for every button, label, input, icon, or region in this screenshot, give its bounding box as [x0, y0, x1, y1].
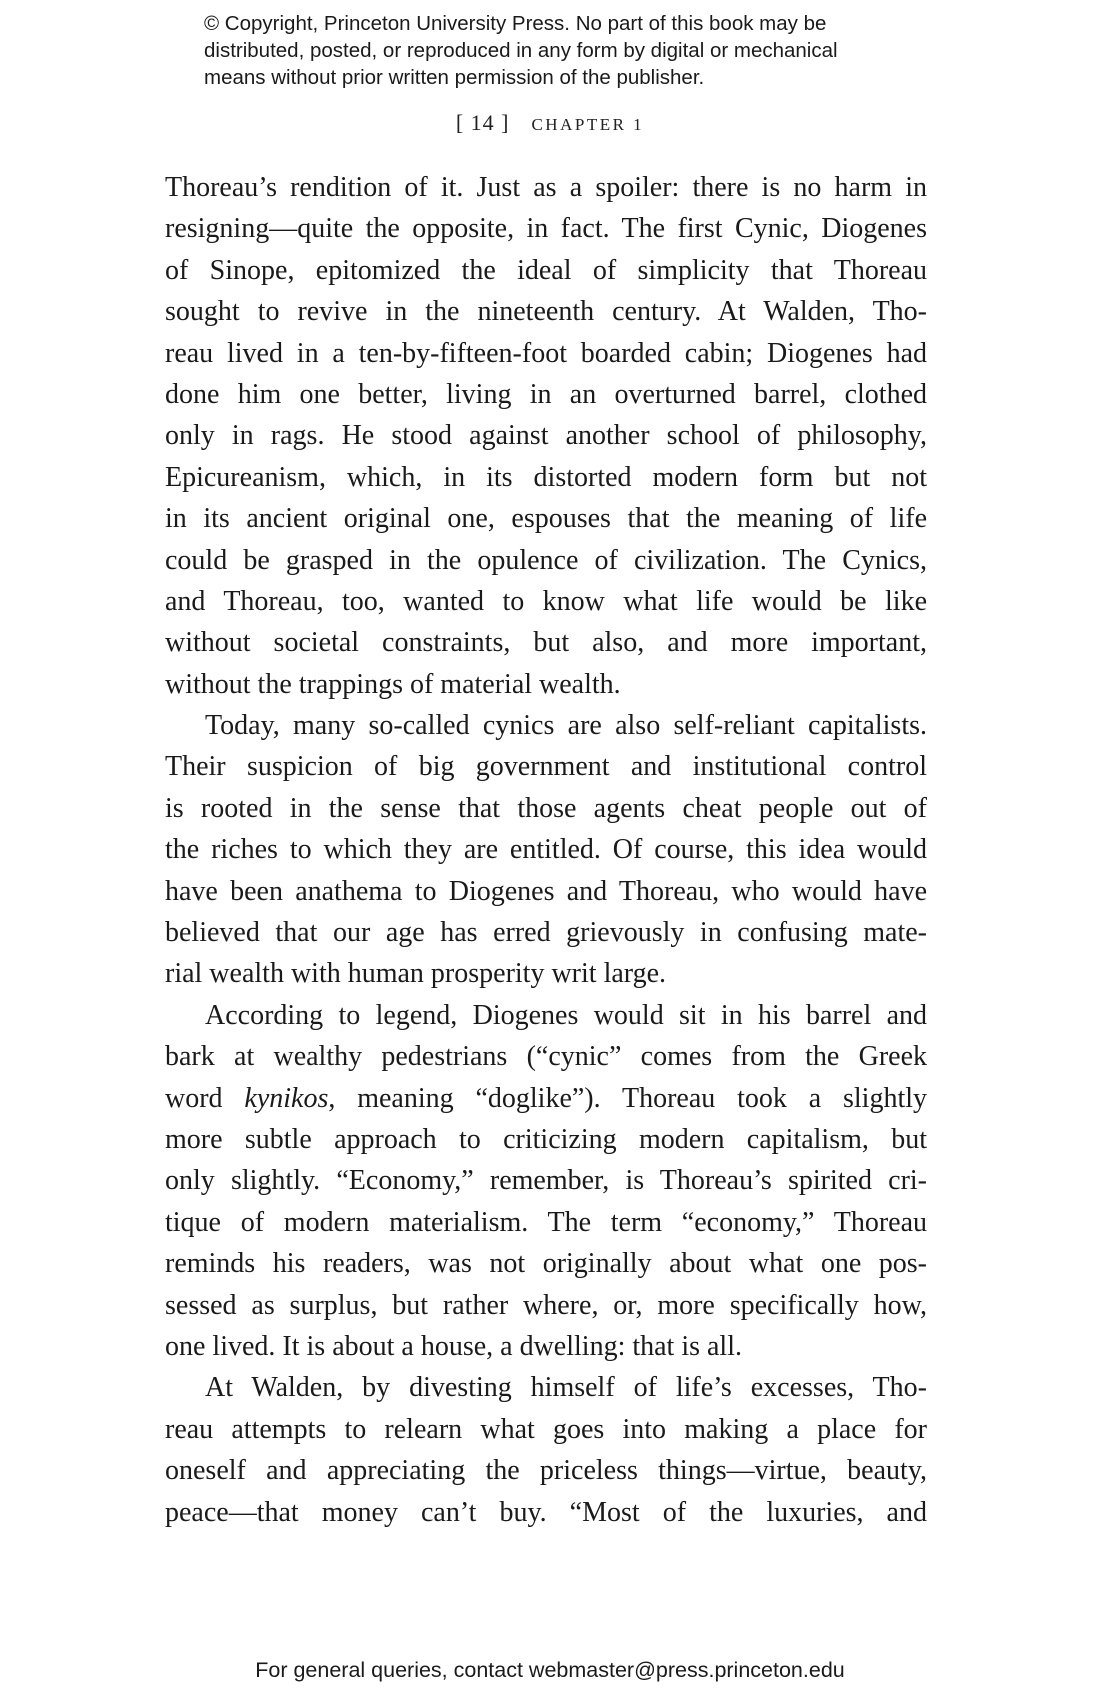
text-line: bark at wealthy pedestrians (“cynic” comes from the Greek	[165, 1041, 927, 1073]
footer-contact: For general queries, contact webmaster@press.princeton.edu	[255, 1658, 845, 1682]
text-line: one lived. It is about a house, a dwelling: that is all.	[165, 1330, 742, 1362]
text-line: and Thoreau, too, wanted to know what life would be like	[165, 585, 927, 617]
text-line: Thoreau’s rendition of it. Just as a spoiler: there is no harm in	[165, 172, 927, 203]
text-line: only in rags. He stood against another school of philosophy,	[165, 420, 927, 452]
running-head	[0, 110, 1100, 136]
text-line: sessed as surplus, but rather where, or, more specifically how,	[165, 1289, 927, 1321]
text-line: oneself and appreciating the priceless things—virtue, beauty,	[165, 1455, 927, 1487]
text-line: is rooted in the sense that those agents cheat people out of	[165, 792, 927, 824]
page-number: [ 14 ]	[455, 110, 510, 135]
text-line: believed that our age has erred grievously in confusing mate-	[165, 917, 927, 949]
text-line-with-italic	[165, 1078, 927, 1119]
text-line: done him one better, living in an overturned barrel, clothed	[165, 378, 927, 410]
text-line: Epicureanism, which, in its distorted modern form but not	[165, 461, 927, 493]
text-fragment: , meaning “doglike”). Thoreau took a slightly	[328, 1082, 927, 1114]
text-fragment: word	[165, 1082, 245, 1114]
italic-term: kynikos	[244, 1082, 329, 1114]
text-line: in its ancient original one, espouses that the meaning of life	[165, 503, 927, 535]
text-line: resigning—quite the opposite, in fact. The first Cynic, Diogenes	[165, 213, 927, 245]
text-line: sought to revive in the nineteenth century. At Walden, Tho-	[165, 296, 927, 328]
text-line: of Sinope, epitomized the ideal of simplicity that Thoreau	[165, 254, 927, 286]
text-line: Today, many so-called cynics are also self-reliant capitalists.	[205, 710, 927, 742]
text-line: only slightly. “Economy,” remember, is Thoreau’s spirited cri-	[165, 1165, 927, 1197]
text-line: At Walden, by divesting himself of life’s excesses, Tho-	[205, 1372, 927, 1404]
text-line: According to legend, Diogenes would sit in his barrel and	[205, 999, 927, 1031]
text-line: without societal constraints, but also, and more important,	[165, 627, 927, 659]
text-line: have been anathema to Diogenes and Thoreau, who would have	[165, 875, 927, 907]
text-line: tique of modern materialism. The term “economy,” Thoreau	[165, 1206, 927, 1238]
copyright-line: means without prior written permission of the publisher.	[204, 66, 705, 89]
text-line: more subtle approach to criticizing modern capitalism, but	[165, 1123, 927, 1155]
chapter-label: CHAPTER 1	[531, 115, 645, 134]
text-line: Their suspicion of big government and institutional control	[165, 751, 927, 783]
text-line: rial wealth with human prosperity writ large.	[165, 958, 667, 990]
copyright-notice	[204, 10, 924, 91]
text-line: reau attempts to relearn what goes into making a place for	[165, 1413, 927, 1445]
text-line: without the trappings of material wealth.	[165, 668, 621, 700]
text-line: could be grasped in the opulence of civilization. The Cynics,	[165, 544, 927, 576]
text-line: reau lived in a ten-by-fifteen-foot boarded cabin; Diogenes had	[165, 337, 927, 369]
text-line: reminds his readers, was not originally about what one pos-	[165, 1248, 927, 1280]
copyright-line: © Copyright, Princeton University Press. No part of this book may be	[204, 12, 827, 35]
text-line: the riches to which they are entitled. Of course, this idea would	[165, 834, 927, 866]
body-text	[165, 167, 927, 1533]
copyright-line: distributed, posted, or reproduced in any form by digital or mechanical	[204, 39, 838, 62]
text-line: peace—that money can’t buy. “Most of the luxuries, and	[165, 1496, 927, 1528]
